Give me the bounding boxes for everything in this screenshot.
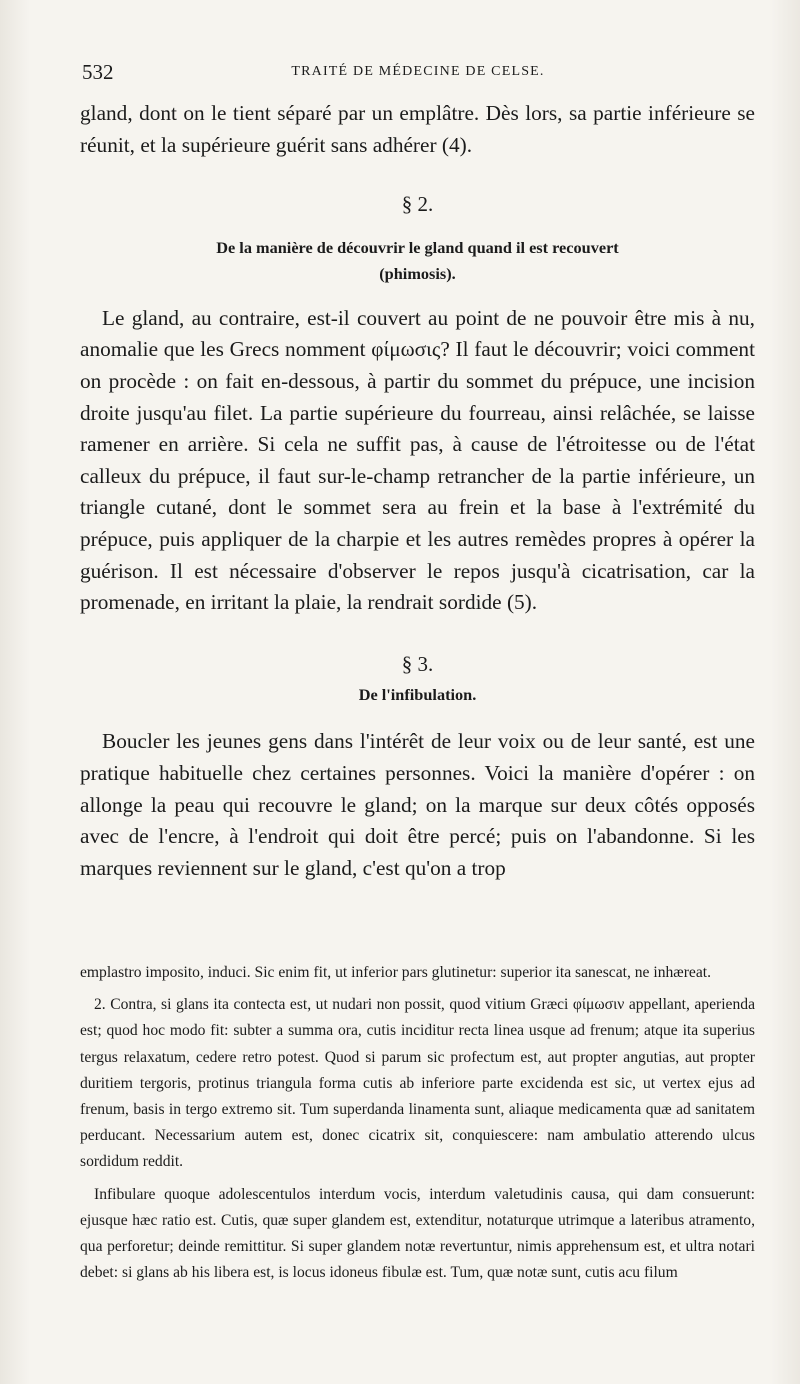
footnotes [80, 960, 755, 1286]
section-number-2: § 2. [401, 192, 434, 217]
running-title: TRAITÉ DE MÉDECINE DE CELSE. [291, 64, 545, 79]
section-title-2-line-2: (phimosis). [379, 263, 456, 283]
footnote-3: Infibulare quoque adolescentulos interdum vocis, interdum valetudinis causa, qui dam consuerunt: ejusque hæc ratio est. Cutis, quæ super glandem est, extenditur, notaturque utrimque a lateribus atramento, qua perforetur; deinde remittitur. Si super glandem notæ revertuntur, nimis apprehensum est, et ultra notari debet: si glans ab his libera est, is locus idoneus fibulæ est. Tum, quæ notæ sunt, cutis acu filum [80, 1185, 755, 1282]
page-number: 532 [82, 60, 114, 84]
paragraph-infibulation: Boucler les jeunes gens dans l'intérêt de leur voix ou de leur santé, est une pratique habituelle chez certaines personnes. Voici la manière d'opérer : on allonge la peau qui recouvre le gland; on la marque sur deux côtés opposés avec de l'encre, à l'endroit qui doit être percé; puis on l'abandonne. Si les marques reviennent sur le gland, c'est qu'on a trop [80, 729, 755, 880]
main-text [80, 98, 755, 884]
section-title-3: De l'infibulation. [358, 685, 477, 705]
section-number-3: § 3. [401, 651, 434, 676]
section-title-2-line-1: De la manière de découvrir le gland quand il est recouvert [216, 237, 619, 257]
paragraph-phimosis: Le gland, au contraire, est-il couvert au point de ne pouvoir être mis à nu, anomalie que les Grecs nomment φίμωσις? Il faut le découvrir; voici comment on procède : on fait en-dessous, à partir du sommet du prépuce, une incision droite jusqu'au filet. La partie supérieure du fourreau, ainsi relâchée, se laisse ramener en arrière. Si cela ne suffit pas, à cause de l'étroitesse ou de l'état calleux du prépuce, il faut sur-le-champ retrancher de la partie inférieure, un triangle cutané, dont le sommet sera au frein et la base à l'extrémité du prépuce, puis appliquer de la charpie et les autres remèdes propres à opérer la guérison. Il est nécessaire d'observer le repos jusqu'à cicatrisation, car la promenade, en irritant la plaie, la rendrait sordide (5). [80, 305, 755, 615]
footnote-continuation: emplastro imposito, induci. Sic enim fit, ut inferior pars glutinetur: superior ita sanescat, ne inhæreat. [80, 964, 711, 981]
paragraph-continuation: gland, dont on le tient séparé par un emplâtre. Dès lors, sa partie inférieure se réunit, et la supérieure guérit sans adhérer (4). [80, 101, 755, 157]
footnote-2: 2. Contra, si glans ita contecta est, ut nudari non possit, quod vitium Græci φίμωσιν appellant, aperienda est; quod hoc modo fit: subter a summa ora, cutis inciditur recta linea usque ad frenum; atque ita superius tergus relaxatum, cedere retro potest. Quod si parum sic profectum est, aut propter angutias, aut propter duritiem tergoris, protinus triangula forma cutis ab inferiore parte excidenda est sic, ut vertex ejus ad frenum, basis in tergo extremo sit. Tum superdanda linamenta sunt, aliaque medicamenta quæ ad sanitatem perducant. Necessarium autem est, donec cicatrix sit, conquiescere: nam ambulatio atterendo ulcus sordidum reddit. [80, 996, 755, 1171]
page-header [82, 60, 754, 90]
